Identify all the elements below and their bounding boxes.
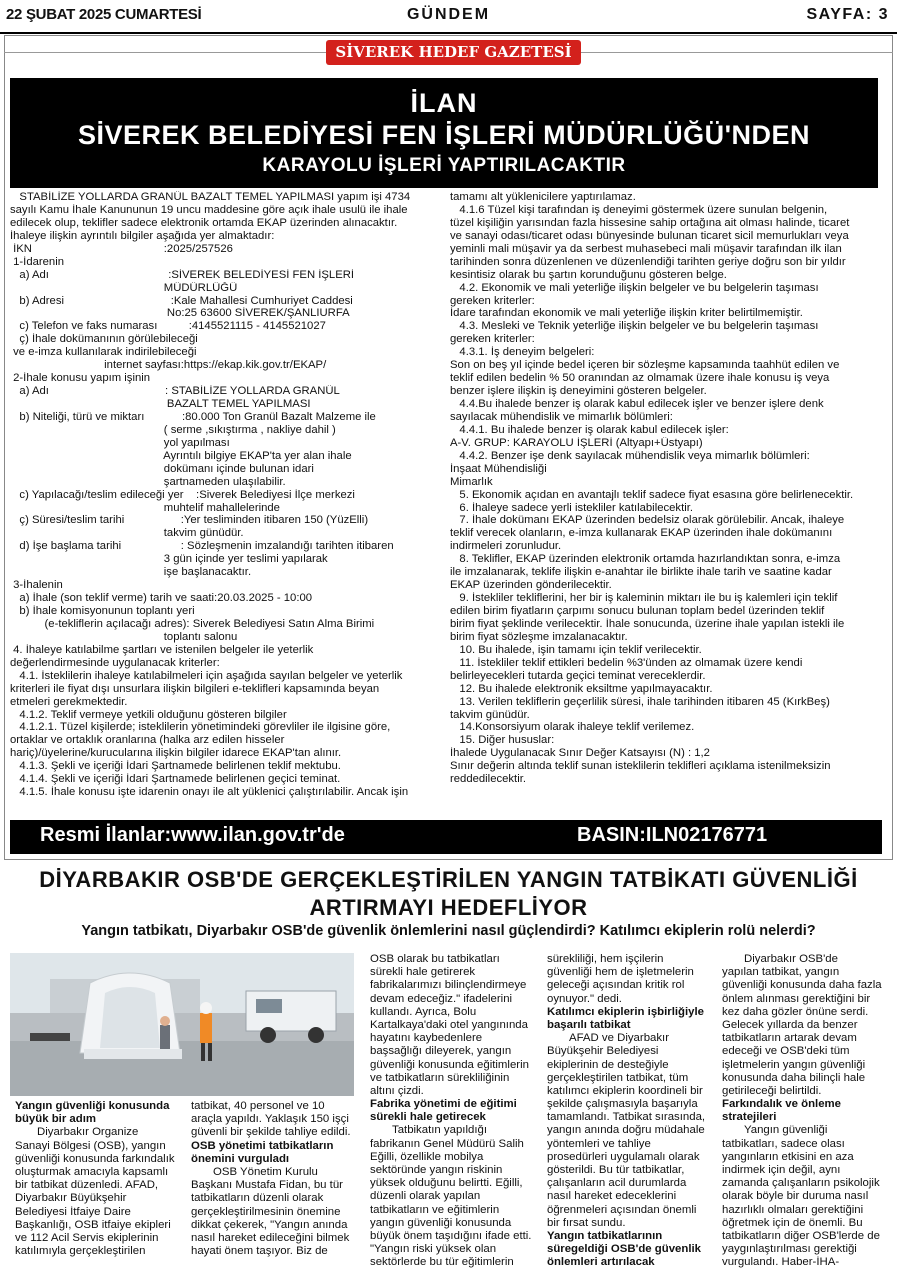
- article-line: devam edeceğiz." ifadelerini: [370, 992, 513, 1005]
- notice-line: ve sanayi odası/ticaret odası bünyesinde bulunan ticaret sicil memurlukları veya: [450, 229, 849, 242]
- notice-line: EKAP üzerinden gönderilecektir.: [450, 579, 612, 592]
- article-subheading: başarılı tatbikat: [547, 1018, 631, 1031]
- notice-line: 4.3. Mesleki ve Teknik yeterliğe ilişkin belgeler ve bu belgelerin taşıması: [450, 320, 819, 333]
- notice-line: İhalede Uygulanacak Sınır Değer Katsayısı (N) : 1,2: [450, 747, 710, 760]
- article-line: kez daha gözler önüne serdi.: [722, 1005, 869, 1018]
- article-line: hazırlıklı olmaları gerektiğini: [722, 1203, 864, 1216]
- masthead: [0, 0, 897, 34]
- notice-line: gereken kriterler:: [450, 333, 535, 346]
- notice-line: edilecek olup, teklifler sadece elektronik ortamda EKAP üzerinden alınacaktır.: [10, 216, 398, 229]
- notice-line: d) İşe başlama tarihi : Sözleşmenin imzalandığı tarihten itibaren: [10, 540, 394, 553]
- notice-line: 6. İhaleye sadece yerli istekliler katılabilecektir.: [450, 501, 693, 514]
- notice-line: İhaleye ilişkin ayrıntılı bilgiler aşağıda yer almaktadır:: [10, 229, 275, 242]
- notice-line: STABİLİZE YOLLARDA GRANÜL BAZALT TEMEL YAPILMASI yapım işi 4734: [10, 191, 411, 203]
- article-column-3: [370, 953, 538, 1270]
- notice-line: 8. Teklifler, EKAP üzerinden elektronik ortamda hazırlandıktan sonra, e-imza: [450, 553, 841, 566]
- notice-line: 12. Bu ihalede elektronik eksiltme yapılmayacaktır.: [450, 682, 713, 695]
- article-line: Gelecek yıllarda da benzer: [722, 1018, 858, 1031]
- article-column-2: [191, 1100, 359, 1258]
- article-line: ekiplerinin de desteğiyle: [547, 1058, 669, 1071]
- notice-line: internet sayfası:https://ekap.kik.gov.tr/EKAP/: [10, 359, 327, 372]
- notice-line: ve e-imza kullanılarak indirilebileceği: [10, 346, 197, 359]
- notice-line: b) İhale komisyonunun toplantı yeri: [10, 605, 195, 617]
- article-subheading: Yangın tatbikatlarının: [547, 1229, 663, 1242]
- notice-line: gereken kriterler:: [450, 294, 535, 307]
- article-column-1: [15, 1100, 183, 1258]
- article-line: geleceği açısından kritik rol: [547, 979, 685, 992]
- notice-line: ç) Süresi/teslim tarihi :Yer tesliminden itibaren 150 (YüzElli): [10, 514, 369, 527]
- article-line: güvenliği konusunda daha fazla: [722, 979, 882, 992]
- article-subheading: sürekli hale getirecek: [370, 1111, 486, 1124]
- notice-line: birim fiyat şeklinde verilecektir. İhale sonucunda, üzerine ihale yapılan istekli ile: [450, 617, 845, 630]
- notice-line: b) Adresi :Kale Mahallesi Cumhuriyet Caddesi: [10, 294, 353, 307]
- article-line: büyük önem taşıdığını ifade etti.: [370, 1229, 532, 1242]
- notice-line: 10. Bu ihalede, işin tamamı için teklif verilecektir.: [450, 643, 702, 656]
- article-line: katılımıyla gerçekleştirilen: [15, 1245, 146, 1258]
- article-line: önlem alınması gerektiğini bir: [722, 992, 871, 1005]
- article-line: ve 112 Acil Servis ekiplerinin: [15, 1231, 159, 1244]
- article-subheading: büyük bir adım: [15, 1113, 97, 1126]
- notice-header: [10, 78, 878, 188]
- article-line: yangın anında doğru müdahale: [547, 1124, 705, 1137]
- article-line: sürekli hale getirerek: [370, 966, 476, 979]
- article-line: hayatını kaybedenlere: [370, 1032, 483, 1045]
- notice-line: belirleyecekleri tutarda geçici teminat vereceklerdir.: [450, 669, 706, 682]
- section-name: GÜNDEM: [406, 6, 491, 23]
- notice-line: ortaklar ve ortaklık oranlarına (halka arz edilen hisseler: [10, 734, 285, 747]
- article-line: oluşturmak amacıyla kapsamlı: [15, 1165, 169, 1178]
- notice-line: İnşaat Mühendisliği: [450, 462, 547, 475]
- notice-line: kriterleri ile fiyat dışı unsurlara ilişkin bilgileri e-teklifleri kapsamında beyan: [10, 682, 380, 695]
- article-line: başsağlığı dileyerek, yangın: [370, 1045, 512, 1058]
- notice-line: Son on beş yıl içinde bedel içeren bir sözleşme kapsamında taahhüt edilen ve: [450, 359, 840, 372]
- notice-line: 4.1.5. İhale konusu işte idarenin onayı ile alt yüklenici çalıştırılabilir. Ancak işin: [10, 786, 409, 799]
- notice-line: etmeleri gerekmektedir.: [10, 695, 128, 708]
- article-line: AFAD ve Diyarbakır: [569, 1032, 670, 1045]
- article-subheading: önlemleri artırılacak: [547, 1256, 655, 1269]
- article-line: nasıl hareket edileceğini bilmek: [191, 1231, 350, 1244]
- page-number: SAYFA: 3: [806, 6, 889, 23]
- notice-line: 4. İhaleye katılabilme şartları ve istenilen belgeler ile yeterlik: [10, 643, 314, 656]
- article-line: tatbikatların diğer OSB'lerde de: [722, 1229, 880, 1242]
- article-line: gerçekleştirilen tatbikat, tüm: [547, 1071, 689, 1084]
- notice-footer: [10, 820, 882, 854]
- notice-line: 4.1. İsteklilerin ihaleye katılabilmeleri için aşağıda sayılan belgeler ve yeterlik: [10, 669, 403, 682]
- article-line: Başkanı Mustafa Fidan, bu tür: [191, 1179, 343, 1192]
- notice-subtitle: KARAYOLU İŞLERİ YAPTIRILACAKTIR: [262, 155, 626, 176]
- article-line: çalışanların acil durumlarda: [547, 1177, 687, 1190]
- article-line: Yangın güvenliği: [744, 1124, 828, 1137]
- article-subheading: Fabrika yönetimi de eğitimi: [370, 1098, 517, 1111]
- notice-line: şartnameden ulaşılabilir.: [10, 475, 286, 488]
- notice-line: 4.2. Ekonomik ve mali yeterliğe ilişkin belgeler ve bu belgelerin taşıması: [450, 281, 819, 294]
- article-line: Başkanlığı, OSB itfaiye ekipleri: [15, 1218, 171, 1231]
- notice-line: c) Telefon ve faks numarası :4145521115 - 4145521027: [10, 320, 326, 333]
- article-headline: DİYARBAKIR OSB'DE GERÇEKLEŞTİRİLEN YANGIN TATBİKATI GÜVENLİĞİ ARTIRMAYI HEDEFLİYOR: [39, 867, 858, 920]
- article-line: tamamlandı. Tatbikat sırasında,: [547, 1111, 706, 1124]
- article-photo: [10, 953, 354, 1096]
- notice-line: ç) İhale dokümanının görülebileceği: [10, 333, 198, 346]
- article-line: yüksek olduğunu belirtti. Eğilli,: [370, 1177, 523, 1190]
- article-line: nasıl hareket edeceklerini: [547, 1190, 677, 1203]
- press-code: BASIN:ILN02176771: [577, 824, 768, 846]
- notice-line: (e-tekliflerin açılacağı adres): Siverek Belediyesi Satın Alma Birimi: [10, 617, 375, 630]
- notice-line: 14.Konsorsiyum olarak ihaleye teklif verilemez.: [450, 721, 695, 734]
- notice-line: 3 gün içinde yer teslimi yapılarak: [10, 553, 328, 566]
- article-line: gerçekleştirilmesinin önemine: [191, 1205, 341, 1218]
- article-line: edeceği ve OSB'deki tüm: [722, 1045, 850, 1058]
- article-line: Diyarbakır Organize: [37, 1126, 139, 1139]
- notice-line: A-V. GRUP: KARAYOLU İŞLERİ (Altyapı+Üstyapı): [450, 436, 703, 449]
- article-line: ve tatbikatların sürekliliğinin: [370, 1071, 510, 1084]
- article-line: yangın güvenliği konusunda: [370, 1216, 512, 1229]
- issue-date: 22 ŞUBAT 2025 CUMARTESİ: [6, 6, 202, 23]
- article-subheading: önemini vurguladı: [191, 1152, 290, 1165]
- notice-line: yeminli mali müşavir ya da serbest muhasebeci mali müşavir tarafından ilk ilan: [450, 242, 842, 255]
- notice-line: sayılı Kamu İhale Kanununun 19 uncu maddesine göre açık ihale usulü ile ihale: [10, 203, 408, 216]
- article-line: bir tatbikat düzenledi. AFAD,: [15, 1179, 159, 1192]
- notice-line: 4.1.2. Teklif vermeye yetkili olduğunu gösteren bilgiler: [10, 708, 287, 721]
- article-line: bir fırsat sundu.: [547, 1216, 626, 1229]
- official-ads-link[interactable]: Resmi İlanlar:www.ilan.gov.tr'de: [40, 824, 345, 846]
- notice-body: [10, 191, 878, 817]
- notice-line: 4.1.2.1. Tüzel kişilerde; isteklilerin yönetimindeki görevliler ile ilgisine göre,: [10, 721, 391, 734]
- article-line: şekilde çalışmasıyla başarıyla: [547, 1098, 698, 1111]
- notice-line: 15. Diğer hususlar:: [450, 734, 555, 747]
- notice-line: işe başlanacaktır.: [10, 566, 252, 579]
- article-line: Tatbikatın yapıldığı: [392, 1124, 487, 1137]
- notice-line: 4.4.2. Benzer işe denk sayılacak mühendislik veya mimarlık bölümleri:: [450, 449, 810, 462]
- notice-column-right: [450, 191, 878, 786]
- notice-line: Mimarlık: [450, 475, 493, 488]
- notice-column-left: [10, 191, 442, 799]
- notice-line: MÜDÜRLÜĞÜ: [10, 281, 238, 294]
- newspaper-ribbon: SİVEREK HEDEF GAZETESİ: [326, 40, 581, 65]
- article-line: Kartalkaya'daki otel yangınında: [370, 1018, 528, 1031]
- notice-line: değerlendirmesinde uygulanacak kriterler:: [10, 656, 220, 669]
- article-line: fabrikalarımızı bilinçlendirmeye: [370, 979, 527, 992]
- article-line: düzenli olarak yapılan: [370, 1190, 481, 1203]
- notice-line: 4.4.Bu ihalede benzer iş olarak kabul edilecek işler ve benzer işlere denk: [450, 398, 824, 410]
- article-line: araçla yapıldı. Yaklaşık 150 işçi: [191, 1113, 349, 1126]
- article-line: sektörlerde bu tür eğitimlerin: [370, 1256, 514, 1269]
- article-line: fabrikanın Genel Müdürü Salih: [370, 1137, 524, 1150]
- article-line: güvenli bir şekilde tahliye edildi.: [191, 1126, 351, 1139]
- article-subheading: Farkındalık ve önleme: [722, 1098, 842, 1111]
- notice-line: 4.1.3. Şekli ve içeriği İdari Şartnamede belirlenen teklif mektubu.: [10, 760, 341, 773]
- article-line: getirileceği belirtildi.: [722, 1084, 822, 1097]
- article-line: tatbikatları, sadece olası: [722, 1137, 845, 1150]
- notice-line: b) Niteliği, türü ve miktarı :80.000 Ton Granül Bazalt Malzeme ile: [10, 410, 376, 423]
- article-subheading: OSB yönetimi tatbikatların: [191, 1139, 334, 1152]
- notice-word: İLAN: [410, 88, 478, 118]
- notice-line: birim fiyat sözleşme imzalanacaktır.: [450, 630, 628, 643]
- article-line: konusunda daha bilinçli hale: [722, 1071, 866, 1084]
- article-line: prosedürleri uygulamalı olarak: [547, 1150, 700, 1163]
- article-line: öğretmek için de önemli. Bu: [722, 1216, 863, 1229]
- notice-line: a) İhale (son teklif verme) tarih ve saati:20.03.2025 - 10:00: [10, 592, 313, 605]
- fire-drill-photo: [10, 953, 354, 1096]
- notice-line: 7. İhale dokümanı EKAP üzerinden bedelsiz olarak görülebilir. Ancak, ihaleye: [450, 514, 845, 527]
- article-line: indirmek için değil, aynı: [722, 1164, 841, 1176]
- article-column-5: [722, 953, 890, 1270]
- notice-line: 1-İdarenin: [10, 255, 65, 268]
- article-line: yöntemleri ve tahliye: [547, 1137, 651, 1150]
- article-line: oynuyor." dedi.: [547, 992, 622, 1005]
- notice-line: dokümanı içinde bulunan idari: [10, 462, 314, 475]
- notice-line: İKN :2025/257526: [10, 242, 233, 255]
- article-line: yangınların etkisini en aza: [722, 1150, 854, 1163]
- notice-line: 4.4.1. Bu ihalede benzer iş olarak kabul edilecek işler:: [450, 423, 729, 436]
- article-line: OSB Yönetim Kurulu: [213, 1165, 318, 1178]
- notice-organization: SİVEREK BELEDİYESİ FEN İŞLERİ MÜDÜRLÜĞÜ'NDEN: [78, 120, 810, 150]
- notice-line: hariç)/üyelerine/kurucularına ilişkin bilgiler idarece EKAP'tan alınır.: [10, 747, 342, 760]
- article-line: "Yangın riski yüksek olan: [370, 1243, 497, 1256]
- notice-line: sayılacak mühendislik ve mimarlık bölümleri:: [450, 410, 673, 423]
- notice-line: 13. Verilen tekliflerin geçerlilik süresi, ihale tarihinden itibaren 45 (KırkBeş): [450, 695, 830, 708]
- article-subheading: stratejileri: [722, 1111, 777, 1124]
- article-line: olarak böyle bir duruma nasıl: [722, 1190, 869, 1203]
- article-line: Diyarbakır Büyükşehir: [15, 1192, 127, 1205]
- article-line: Sanayi Bölgesi (OSB), yangın: [15, 1139, 166, 1152]
- article-line: yapılan tatbikat, yangın: [722, 966, 840, 979]
- notice-line: ( serme ,sıkıştırma , nakliye dahil ): [10, 423, 336, 436]
- article-line: dikkat çekerek, "Yangın anında: [191, 1218, 348, 1231]
- notice-line: toplantı salonu: [10, 630, 238, 643]
- notice-line: ile imzalanarak, teklife ilişkin e-anahtar ile birlikte ihale tarih ve saatine kadar: [450, 566, 832, 579]
- article-line: sektöründe yangın riskinin: [370, 1164, 503, 1176]
- notice-line: muhtelif mahallelerinde: [10, 501, 280, 514]
- notice-line: edilen birim fiyatların çarpımı sonucu bulunan toplam bedel üzerinden teklif: [450, 605, 825, 617]
- notice-line: 9. İstekliler tekliflerini, her bir iş kaleminin miktarı ile bu iş kalemleri için teklif: [450, 592, 838, 605]
- article-subheading: süregeldiği OSB'de güvenlik: [547, 1243, 701, 1256]
- article-line: hayati önem taşıyor. Biz de: [191, 1245, 328, 1258]
- article-line: Büyükşehir Belediyesi: [547, 1045, 659, 1058]
- notice-line: 4.3.1. İş deneyim belgeleri:: [450, 346, 595, 359]
- notice-line: yol yapılması: [10, 436, 230, 449]
- notice-line: indirmeleri zorunludur.: [450, 540, 562, 553]
- article-column-4: [547, 953, 715, 1270]
- notice-line: teklif edilen bedelin % 50 oranından az olmamak üzere ihale konusu iş veya: [450, 372, 830, 385]
- article-line: gösterildi. Bu tür tatbikatlar,: [547, 1164, 685, 1176]
- notice-line: No:25 63600 SİVEREK/ŞANLIURFA: [10, 307, 350, 320]
- notice-line: BAZALT TEMEL YAPILMASI: [10, 398, 311, 410]
- article-line: zamanda çalışanların psikolojik: [722, 1177, 880, 1190]
- article-line: öğrenmeleri açısından önemli: [547, 1203, 697, 1216]
- article-line: güvenliği konusunda eğitimlerin: [370, 1058, 529, 1071]
- article-line: Belediyesi İtfaiye Daire: [15, 1205, 131, 1218]
- article-line: Diyarbakır OSB'de: [744, 953, 838, 965]
- article-line: katılımcı ekiplerin koordineli bir: [547, 1084, 703, 1097]
- article-line: yaygınlaştırılması gerektiği: [722, 1243, 857, 1256]
- article-line: tatbikatların artarak devam: [722, 1032, 857, 1045]
- article-line: tatbikatların ve eğitimlerin: [370, 1203, 500, 1216]
- article-line: Eğilli, özellikle mobilya: [370, 1150, 484, 1163]
- notice-line: 4.1.6 Tüzel kişi tarafından iş deneyimi göstermek üzere sunulan belgenin,: [450, 203, 828, 216]
- article-line: OSB olarak bu tatbikatları: [370, 953, 500, 965]
- article-line: güvenliği hem de işletmelerin: [547, 966, 694, 979]
- notice-line: 11. İstekliler teklif ettikleri bedelin %3'ünden az olmamak üzere kendi: [450, 656, 803, 669]
- article-line: işletmelerin yangın güvenliği: [722, 1058, 866, 1071]
- notice-line: Sınır değerin altında teklif sunan isteklilerin teklifleri açıklama istenilmeksizin: [450, 760, 831, 773]
- notice-line: a) Adı :SİVEREK BELEDİYESİ FEN İŞLERİ: [10, 268, 355, 281]
- article-line: vurgulandı. Haber-İHA-: [722, 1256, 840, 1269]
- notice-line: benzer işlere ilişkin iş deneyimini gösteren belgeler.: [450, 385, 707, 398]
- article-line: güvenliği konusunda farkındalık: [15, 1152, 175, 1165]
- article-line: altını çizdi.: [370, 1084, 424, 1097]
- notice-line: tarihinden sonra düzenlenen ve düzenlendiği tarihten geriye doğru son bir yıldır: [450, 255, 846, 268]
- article-subheadline: Yangın tatbikatı, Diyarbakır OSB'de güvenlik önlemlerini nasıl güçlendirdi? Katılımcı ekiplerin rolü nelerdi?: [81, 923, 816, 939]
- notice-line: tamamı alt yüklenicilere yaptırılamaz.: [450, 191, 636, 203]
- article-line: sürekliliği, hem işçilerin: [547, 953, 664, 965]
- article-subheading: Katılımcı ekiplerin işbirliğiyle: [547, 1005, 704, 1018]
- notice-line: 5. Ekonomik açıdan en avantajlı teklif sadece fiyat esasına göre belirlenecektir.: [450, 488, 854, 501]
- notice-line: a) Adı : STABİLİZE YOLLARDA GRANÜL: [10, 385, 340, 398]
- notice-line: Ayrıntılı bilgiye EKAP'ta yer alan ihale: [10, 449, 352, 462]
- notice-line: 2-İhale konusu yapım işinin: [10, 372, 151, 385]
- article-line: kullandı. Ayrıca, Bolu: [370, 1005, 477, 1018]
- notice-line: teklif verecek olanların, e-imza kullanarak EKAP üzerinden ihale dokümanını: [450, 527, 833, 540]
- notice-line: İdare tarafından ekonomik ve mali yeterliğe ilişkin kriter belirtilmemiştir.: [450, 307, 803, 320]
- notice-line: 4.1.4. Şekli ve içeriği İdari Şartnamede belirlenen geçici teminat.: [10, 773, 341, 786]
- notice-line: tüzel kişiliğin yarısından fazla hissesine sahip ortağına ait olması halinde, ticaret: [450, 216, 850, 229]
- notice-line: c) Yapılacağı/teslim edileceği yer :Siverek Belediyesi İlçe merkezi: [10, 488, 355, 501]
- notice-line: takvim günüdür.: [10, 527, 244, 540]
- notice-line: takvim günüdür.: [450, 708, 530, 721]
- notice-line: 3-İhalenin: [10, 579, 63, 592]
- article-line: tatbikat, 40 personel ve 10: [191, 1100, 325, 1112]
- notice-line: reddedilecektir.: [450, 773, 526, 786]
- article-subheading: Yangın güvenliği konusunda: [15, 1100, 170, 1112]
- notice-line: kesintisiz olarak bu şartın korunduğunu gösteren belge.: [450, 268, 727, 281]
- article-line: tatbikatların düzenli olarak: [191, 1192, 324, 1205]
